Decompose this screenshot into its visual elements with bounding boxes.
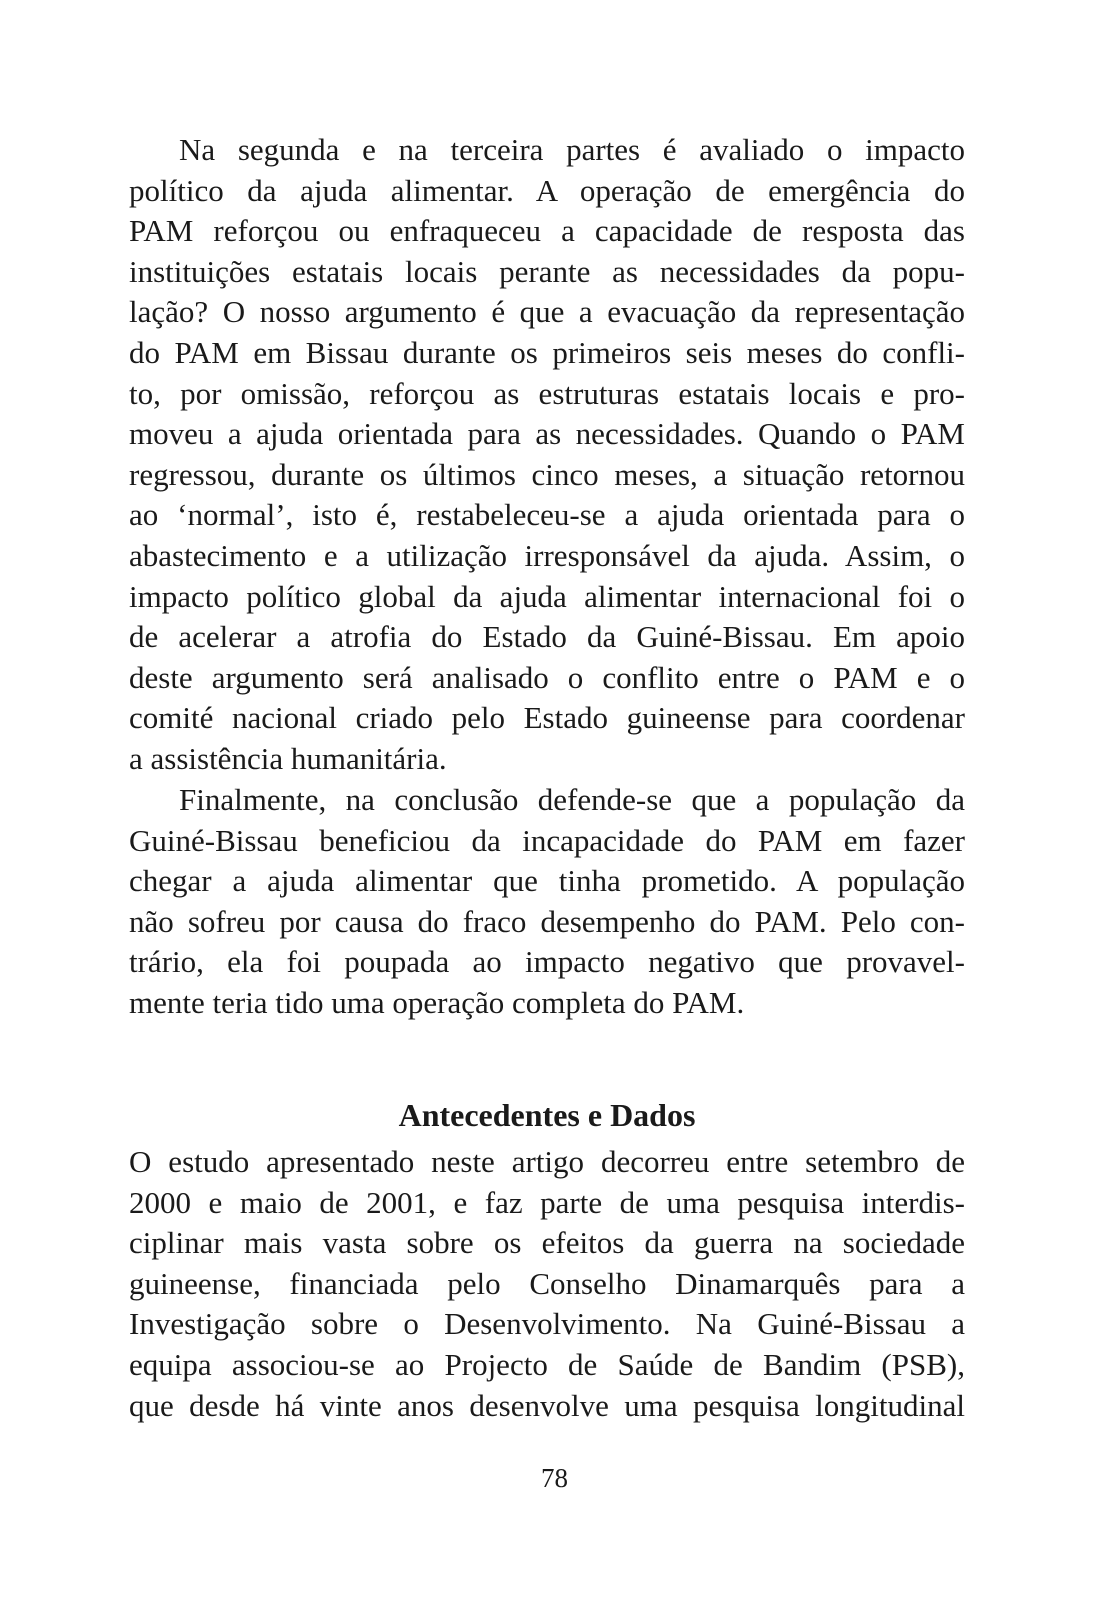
text-line: do PAM em Bissau durante os primeiros seis meses do confli- bbox=[129, 334, 965, 370]
paragraph-background bbox=[129, 1142, 965, 1426]
paragraph-conclusion bbox=[129, 780, 965, 1024]
text-line: regressou, durante os últimos cinco meses, a situação retornou bbox=[129, 456, 965, 492]
text-line: que desde há vinte anos desenvolve uma pesquisa longitudinal bbox=[129, 1387, 965, 1423]
text-line: ao ‘normal’, isto é, restabeleceu-se a ajuda orientada para o bbox=[129, 497, 965, 533]
text-line: mente teria tido uma operação completa do PAM. bbox=[129, 984, 745, 1020]
text-line: instituições estatais locais perante as necessidades da popu- bbox=[129, 253, 965, 289]
text-line: abastecimento e a utilização irresponsável da ajuda. Assim, o bbox=[129, 537, 965, 573]
section-heading: Antecedentes e Dados bbox=[398, 1096, 696, 1133]
text-line: político da ajuda alimentar. A operação de emergência do bbox=[129, 172, 965, 208]
text-line: to, por omissão, reforçou as estruturas estatais locais e pro- bbox=[129, 375, 965, 411]
text-line: O estudo apresentado neste artigo decorreu entre setembro de bbox=[129, 1144, 965, 1179]
text-line: não sofreu por causa do fraco desempenho do PAM. Pelo con- bbox=[129, 903, 965, 939]
text-line: Guiné-Bissau beneficiou da incapacidade do PAM em fazer bbox=[129, 822, 965, 858]
text-line: ciplinar mais vasta sobre os efeitos da guerra na sociedade bbox=[129, 1225, 965, 1261]
text-line: guineense, financiada pelo Conselho Dinamarquês para a bbox=[129, 1265, 965, 1301]
text-line: chegar a ajuda alimentar que tinha prometido. A população bbox=[129, 863, 965, 899]
text-line: 2000 e maio de 2001, e faz parte de uma pesquisa interdis- bbox=[129, 1184, 965, 1220]
paragraph-political-impact bbox=[129, 130, 965, 780]
text-line: de acelerar a atrofia do Estado da Guiné-Bissau. Em apoio bbox=[129, 619, 965, 655]
text-line: a assistência humanitária. bbox=[129, 740, 447, 776]
text-line: comité nacional criado pelo Estado guineense para coordenar bbox=[129, 700, 965, 736]
text-line: deste argumento será analisado o conflito entre o PAM e o bbox=[129, 659, 965, 695]
text-line: Investigação sobre o Desenvolvimento. Na Guiné-Bissau a bbox=[129, 1306, 965, 1342]
text-line: lação? O nosso argumento é que a evacuação da representação bbox=[129, 294, 965, 330]
text-line: moveu a ajuda orientada para as necessidades. Quando o PAM bbox=[129, 416, 965, 452]
text-line: impacto político global da ajuda alimentar internacional foi o bbox=[129, 578, 965, 614]
text-line: trário, ela foi poupada ao impacto negativo que provavel- bbox=[129, 944, 965, 980]
text-line: Finalmente, na conclusão defende-se que a população da bbox=[179, 782, 965, 817]
text-line: PAM reforçou ou enfraqueceu a capacidade de resposta das bbox=[129, 213, 965, 249]
text-line: Na segunda e na terceira partes é avaliado o impacto bbox=[179, 132, 965, 167]
text-line: equipa associou-se ao Projecto de Saúde de Bandim (PSB), bbox=[129, 1346, 965, 1382]
page-number: 78 bbox=[541, 1463, 568, 1493]
